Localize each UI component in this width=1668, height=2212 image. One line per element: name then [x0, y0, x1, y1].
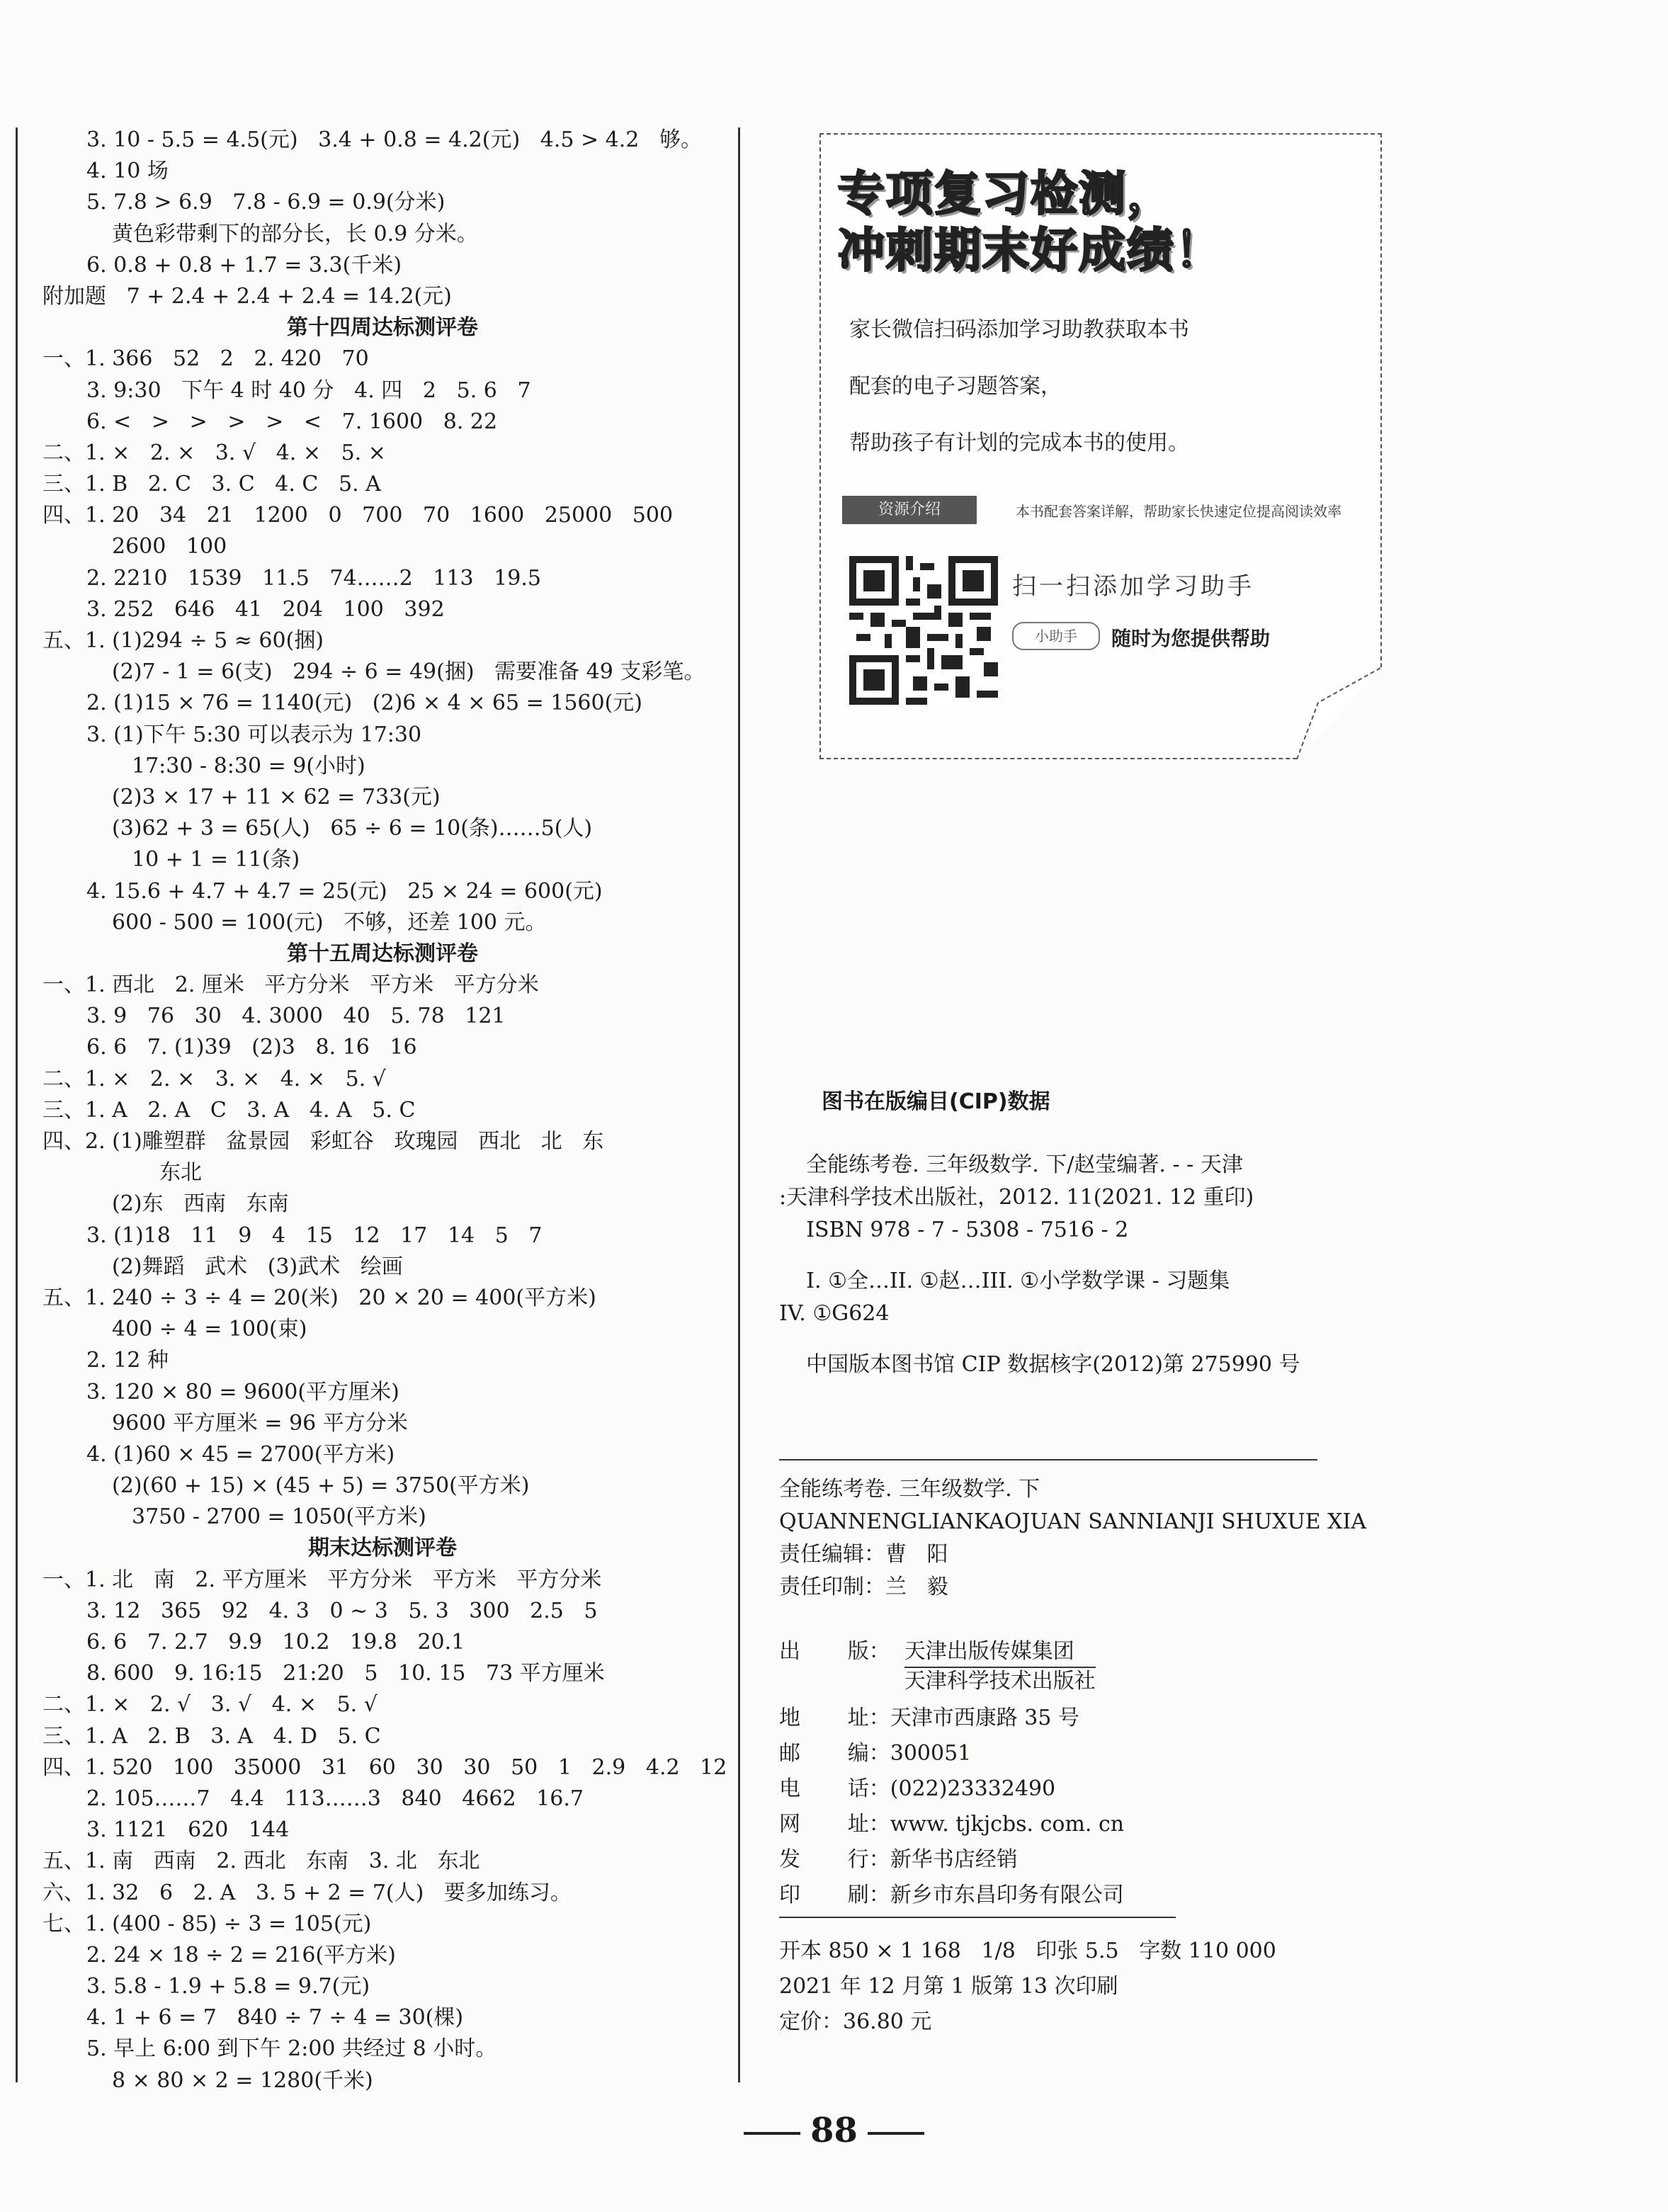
answer-line: 6. < > > > > < 7. 1600 8. 22 — [86, 409, 498, 434]
answer-line: (2)3 × 17 + 11 × 62 = 733(元) — [112, 784, 441, 810]
resource-bar — [842, 496, 1366, 527]
help-text: 随时为您提供帮助 — [1111, 627, 1271, 650]
answer-line: (2)7 - 1 = 6(支) 294 ÷ 6 = 49(捆) 需要准备 49 支彩笔。 — [112, 659, 705, 685]
page-fold-decoration — [1297, 667, 1382, 759]
editor: 责任编辑：曹 阳 — [779, 1542, 948, 1567]
answer-line: 附加题 7 + 2.4 + 2.4 + 2.4 = 14.2(元) — [42, 283, 452, 309]
answer-key-column — [42, 125, 727, 2097]
website: 网 址：www. tjkjcbs. com. cn — [779, 1812, 1125, 1837]
promo-box — [819, 133, 1382, 759]
cip-line: 中国版本图书馆 CIP 数据核字(2012)第 275990 号 — [779, 1352, 1300, 1377]
answer-line: 6. 6 7. 2.7 9.9 10.2 19.8 20.1 — [86, 1630, 465, 1655]
answer-line: 6. 6 7. (1)39 (2)3 8. 16 16 — [86, 1035, 417, 1060]
section-heading: 第十五周达标测评卷 — [287, 941, 478, 966]
edition-line: 2021 年 12 月第 1 版第 13 次印刷 — [779, 1974, 1118, 1999]
printer: 印 刷：新乡市东昌印务有限公司 — [779, 1883, 1124, 1907]
answer-line: 3. 252 646 41 204 100 392 — [86, 596, 445, 622]
page-number-dash-right — [868, 2132, 924, 2135]
answer-line: 4. (1)60 × 45 = 2700(平方米) — [86, 1441, 395, 1467]
publisher-press: 天津科学技术出版社 — [904, 1669, 1096, 1694]
answer-line: 东北 — [159, 1160, 202, 1186]
resource-description: 本书配套答案详解，帮助家长快速定位提高阅读效率 — [1016, 503, 1341, 520]
answer-line: 五、1. 南 西南 2. 西北 东南 3. 北 东北 — [42, 1849, 480, 1874]
answer-line: 黄色彩带剩下的部分长，长 0.9 分米。 — [112, 221, 478, 246]
answer-line: (2)舞蹈 武术 (3)武术 绘画 — [112, 1254, 403, 1279]
answer-line: 四、2. (1)雕塑群 盆景园 彩虹谷 玫瑰园 西北 北 东 — [42, 1129, 604, 1154]
cip-lines — [779, 1149, 1346, 1381]
answer-line: 六、1. 32 6 2. A 3. 5 + 2 = 7(人) 要多加练习。 — [42, 1880, 572, 1905]
answer-line: 400 ÷ 4 = 100(束) — [112, 1317, 307, 1342]
answer-line: 五、1. (1)294 ÷ 5 ≈ 60(捆) — [42, 628, 324, 653]
publication-info — [779, 1473, 1367, 1604]
resource-tag: 资源介绍 — [842, 496, 977, 524]
answer-line: 9600 平方厘米 = 96 平方分米 — [112, 1410, 408, 1436]
phone: 电 话：(022)23332490 — [779, 1776, 1056, 1801]
answer-line: 2600 100 — [112, 534, 227, 560]
answer-line: (2)(60 + 15) × (45 + 5) = 3750(平方米) — [112, 1473, 530, 1499]
cip-line: 全能练考卷. 三年级数学. 下/赵莹编著. - - 天津 — [779, 1152, 1243, 1177]
promo-text-line3: 帮助孩子有计划的完成本书的使用。 — [849, 431, 1189, 455]
answer-line: 3. (1)下午 5:30 可以表示为 17:30 — [86, 722, 422, 747]
scan-text: 扫一扫添加学习助手 — [1012, 572, 1254, 601]
answer-line: (2)东 西南 东南 — [112, 1191, 289, 1217]
cip-line: I. ①全…II. ①赵…III. ①小学数学课 - 习题集 — [779, 1269, 1230, 1293]
answer-line: 8 × 80 × 2 = 1280(千米) — [112, 2068, 373, 2093]
publisher-block — [779, 1638, 1346, 1913]
cip-section — [779, 1084, 1346, 1381]
answer-line: 3. 12 365 92 4. 3 0 ~ 3 5. 3 300 2.5 5 — [86, 1598, 598, 1623]
cip-line — [779, 1330, 1346, 1349]
price-line: 定价：36.80 元 — [779, 2009, 932, 2034]
answer-line: 一、1. 366 52 2 2. 420 70 — [42, 346, 369, 372]
answer-line: 8. 600 9. 16:15 21:20 5 10. 15 73 平方厘米 — [86, 1661, 605, 1686]
answer-line: (3)62 + 3 = 65(人) 65 ÷ 6 = 10(条)……5(人) — [112, 816, 593, 841]
answer-line: 七、1. (400 - 85) ÷ 3 = 105(元) — [42, 1911, 372, 1936]
answer-line: 6. 0.8 + 0.8 + 1.7 = 3.3(千米) — [86, 252, 402, 278]
helper-badge: 小助手 — [1012, 622, 1100, 650]
cip-line: ISBN 978 - 7 - 5308 - 7516 - 2 — [779, 1218, 1129, 1242]
answer-line: 2. (1)15 × 76 = 1140(元) (2)6 × 4 × 65 = 1560(元) — [86, 691, 643, 716]
book-title-pinyin: QUANNENGLIANKAOJUAN SANNIANJI SHUXUE XIA — [779, 1509, 1367, 1534]
answer-line: 2. 2210 1539 11.5 74……2 113 19.5 — [86, 565, 542, 591]
postcode: 邮 编：300051 — [779, 1741, 972, 1766]
answer-line: 四、1. 520 100 35000 31 60 30 30 50 1 2.9 4.2 12 — [42, 1754, 727, 1780]
cip-title: 图书在版编目(CIP)数据 — [822, 1089, 1050, 1114]
left-margin-rule — [16, 127, 18, 2082]
answer-line: 一、1. 北 南 2. 平方厘米 平方分米 平方米 平方分米 — [42, 1567, 602, 1592]
promo-slogan-line1: 专项复习检测， — [838, 166, 1175, 221]
answer-line: 3. 9:30 下午 4 时 40 分 4. 四 2 5. 6 7 — [86, 378, 531, 403]
answer-line: 四、1. 20 34 21 1200 0 700 70 1600 25000 500 — [42, 503, 674, 528]
answer-line: 2. 105……7 4.4 113……3 840 4662 16.7 — [86, 1786, 584, 1811]
answer-line: 3. 5.8 - 1.9 + 5.8 = 9.7(元) — [86, 1974, 370, 2000]
answer-line: 2. 24 × 18 ÷ 2 = 216(平方米) — [86, 1942, 396, 1968]
publisher-label: 出 版： — [779, 1639, 890, 1664]
answer-line: 5. 早上 6:00 到下午 2:00 共经过 8 小时。 — [86, 2036, 497, 2062]
column-divider — [738, 127, 740, 2082]
promo-text-line1: 家长微信扫码添加学习助教获取本书 — [849, 317, 1189, 342]
format-line: 开本 850 × 1 168 1/8 印张 5.5 字数 110 000 — [779, 1939, 1276, 1963]
cip-divider — [779, 1459, 1317, 1461]
answer-line: 二、1. × 2. × 3. × 4. × 5. √ — [42, 1066, 386, 1091]
print-divider — [779, 1917, 1176, 1918]
printing-supervisor: 责任印制：兰 毅 — [779, 1575, 948, 1599]
address: 地 址：天津市西康路 35 号 — [779, 1706, 1079, 1730]
answer-line: 3. 9 76 30 4. 3000 40 5. 78 121 — [86, 1004, 506, 1029]
answer-line: 5. 7.8 > 6.9 7.8 - 6.9 = 0.9(分米) — [86, 190, 446, 215]
book-title: 全能练考卷. 三年级数学. 下 — [779, 1477, 1040, 1502]
answer-line: 2. 12 种 — [86, 1348, 169, 1373]
answer-line: 3. 1121 620 144 — [86, 1817, 290, 1843]
answer-line: 4. 10 场 — [86, 159, 169, 184]
cip-line — [779, 1247, 1346, 1265]
page-number-value: 88 — [810, 2111, 858, 2150]
promo-slogan-line2: 冲刺期末好成绩！ — [838, 223, 1223, 278]
print-info — [779, 1934, 1346, 2040]
promo-text-line2: 配套的电子习题答案， — [849, 374, 1062, 399]
cip-line: :天津科学技术出版社，2012. 11(2021. 12 重印) — [779, 1185, 1254, 1210]
answer-line: 三、1. A 2. A C 3. A 4. A 5. C — [42, 1097, 416, 1123]
answer-line: 一、1. 西北 2. 厘米 平方分米 平方米 平方分米 — [42, 972, 539, 998]
page-number — [0, 2111, 1668, 2150]
page-number-dash-left — [744, 2132, 800, 2135]
answer-line: 17:30 - 8:30 = 9(小时) — [132, 753, 365, 778]
section-heading: 期末达标测评卷 — [308, 1536, 457, 1561]
answer-line: 五、1. 240 ÷ 3 ÷ 4 = 20(米) 20 × 20 = 400(平方米) — [42, 1285, 596, 1310]
answer-line: 二、1. × 2. × 3. √ 4. × 5. × — [42, 440, 386, 465]
publisher-group: 天津出版传媒集团 — [904, 1638, 1096, 1668]
answer-line: 三、1. B 2. C 3. C 4. C 5. A — [42, 472, 381, 497]
cip-line: IV. ①G624 — [779, 1301, 890, 1326]
answer-line: 4. 1 + 6 = 7 840 ÷ 7 ÷ 4 = 30(棵) — [86, 2005, 464, 2031]
answer-line: 4. 15.6 + 4.7 + 4.7 = 25(元) 25 × 24 = 600(元) — [86, 878, 603, 904]
answer-line: 600 - 500 = 100(元) 不够，还差 100 元。 — [112, 909, 547, 935]
answer-line: 二、1. × 2. √ 3. √ 4. × 5. √ — [42, 1692, 378, 1718]
answer-line: 3. 120 × 80 = 9600(平方厘米) — [86, 1379, 399, 1405]
answer-line: 3. 10 - 5.5 = 4.5(元) 3.4 + 0.8 = 4.2(元) 4.5 > 4.2 够。 — [86, 127, 702, 152]
answer-line: 10 + 1 = 11(条) — [132, 847, 300, 873]
answer-line: 三、1. A 2. B 3. A 4. D 5. C — [42, 1723, 381, 1749]
distributor: 发 行：新华书店经销 — [779, 1847, 1018, 1872]
section-heading: 第十四周达标测评卷 — [287, 315, 478, 341]
qr-code-icon[interactable] — [849, 556, 998, 705]
answer-line: 3. (1)18 11 9 4 15 12 17 14 5 7 — [86, 1223, 543, 1248]
answer-line: 3750 - 2700 = 1050(平方米) — [132, 1504, 426, 1530]
